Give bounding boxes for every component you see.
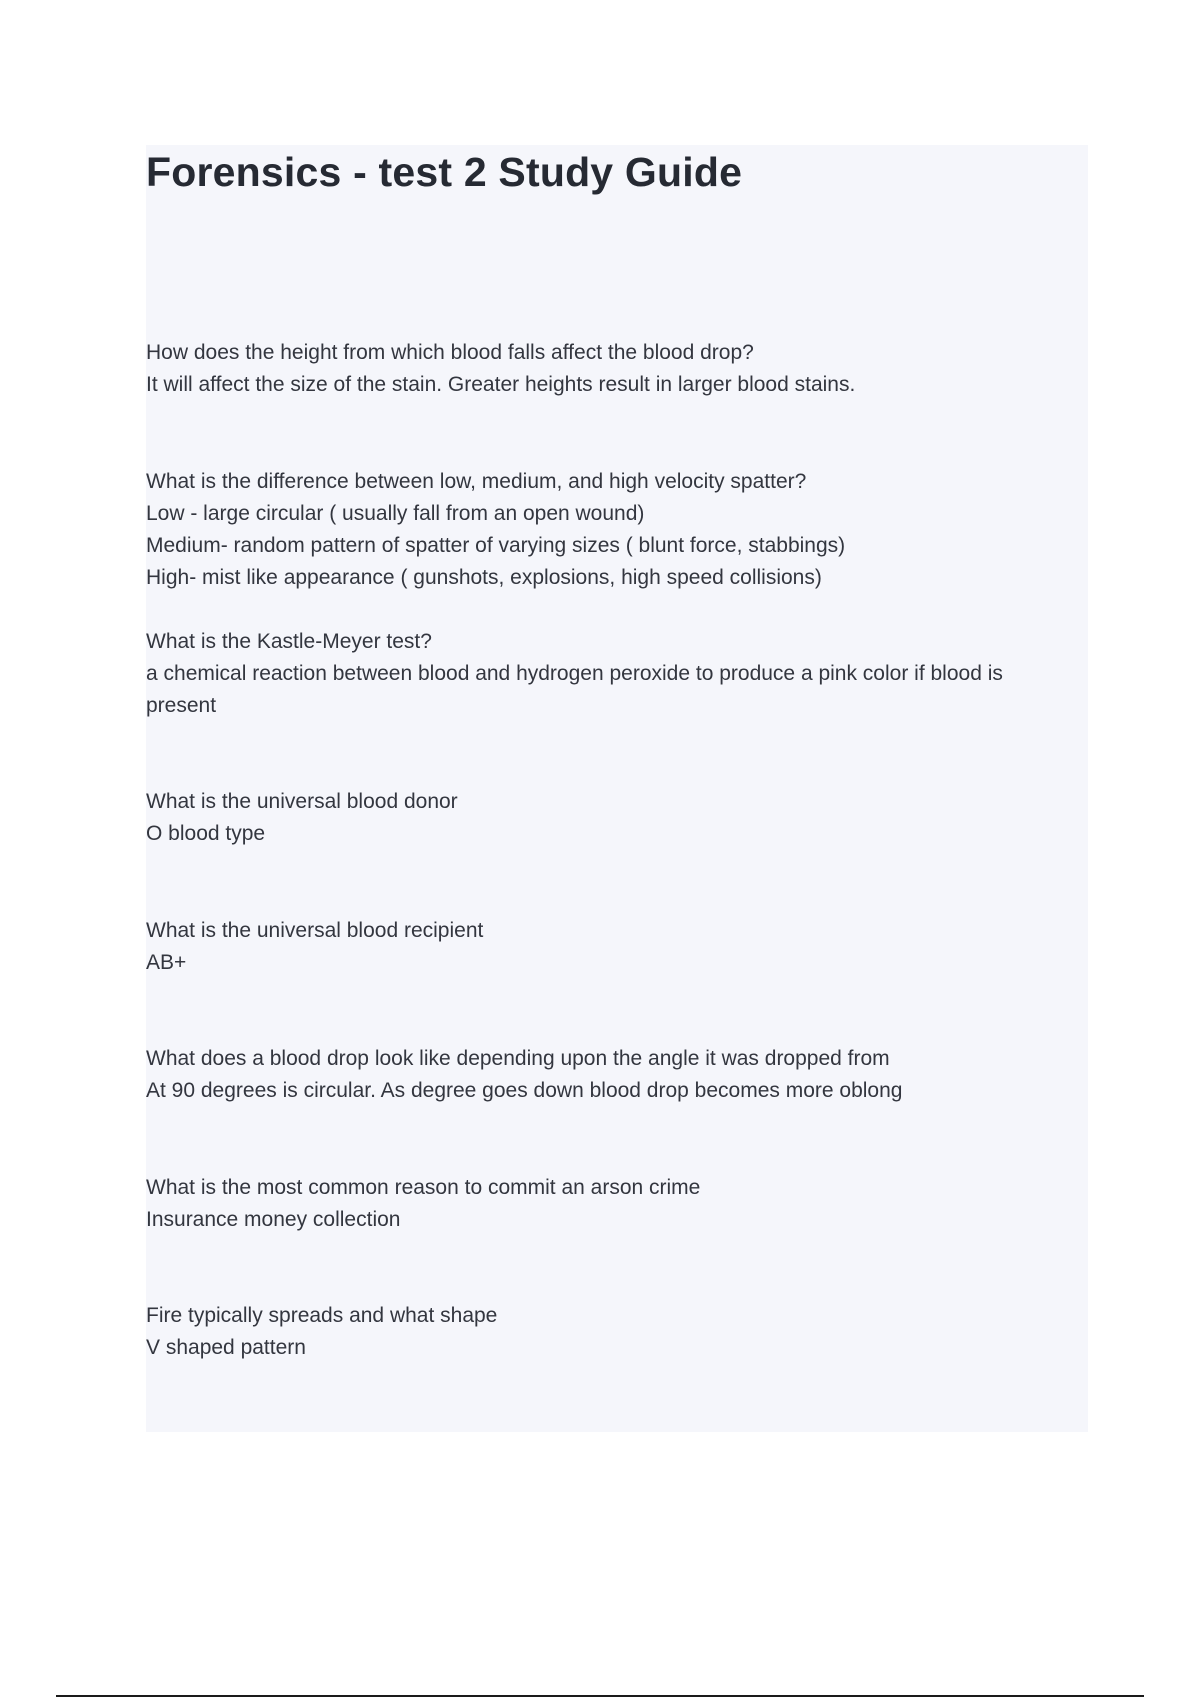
- answer-text: High- mist like appearance ( gunshots, explosions, high speed collisions): [146, 566, 822, 589]
- qa-entry-universal-donor: [146, 786, 1066, 850]
- question-text: Fire typically spreads and what shape: [146, 1304, 498, 1327]
- question-text: What is the difference between low, medium, and high velocity spatter?: [146, 470, 807, 493]
- qa-entry-universal-recipient: [146, 915, 1066, 979]
- footer-divider: [56, 1695, 1144, 1697]
- answer-text: a chemical reaction between blood and hydrogen peroxide to produce a pink color if blood is present: [146, 662, 1003, 717]
- page-title: Forensics - test 2 Study Guide: [146, 149, 743, 195]
- question-text: What is the most common reason to commit an arson crime: [146, 1176, 701, 1199]
- question-text: What is the universal blood donor: [146, 790, 458, 813]
- question-text: What is the universal blood recipient: [146, 919, 484, 942]
- qa-entry-drop-angle: [146, 1043, 1066, 1107]
- answer-text: It will affect the size of the stain. Greater heights result in larger blood stains.: [146, 373, 856, 396]
- answer-text: Medium- random pattern of spatter of varying sizes ( blunt force, stabbings): [146, 534, 846, 557]
- answer-text: V shaped pattern: [146, 1336, 306, 1359]
- qa-entry-velocity-spatter: [146, 466, 1066, 594]
- qa-entry-blood-height: [146, 337, 1066, 401]
- answer-text: Low - large circular ( usually fall from an open wound): [146, 502, 645, 525]
- qa-entry-arson-reason: [146, 1172, 1066, 1236]
- answer-text: Insurance money collection: [146, 1208, 401, 1231]
- qa-entry-fire-shape: [146, 1300, 1066, 1364]
- qa-entry-kastle-meyer: [146, 626, 1066, 722]
- answer-text: AB+: [146, 951, 187, 974]
- question-text: What is the Kastle-Meyer test?: [146, 630, 432, 653]
- question-text: What does a blood drop look like depending upon the angle it was dropped from: [146, 1047, 890, 1070]
- answer-text: O blood type: [146, 822, 266, 845]
- answer-text: At 90 degrees is circular. As degree goes down blood drop becomes more oblong: [146, 1079, 903, 1102]
- question-text: How does the height from which blood falls affect the blood drop?: [146, 341, 754, 364]
